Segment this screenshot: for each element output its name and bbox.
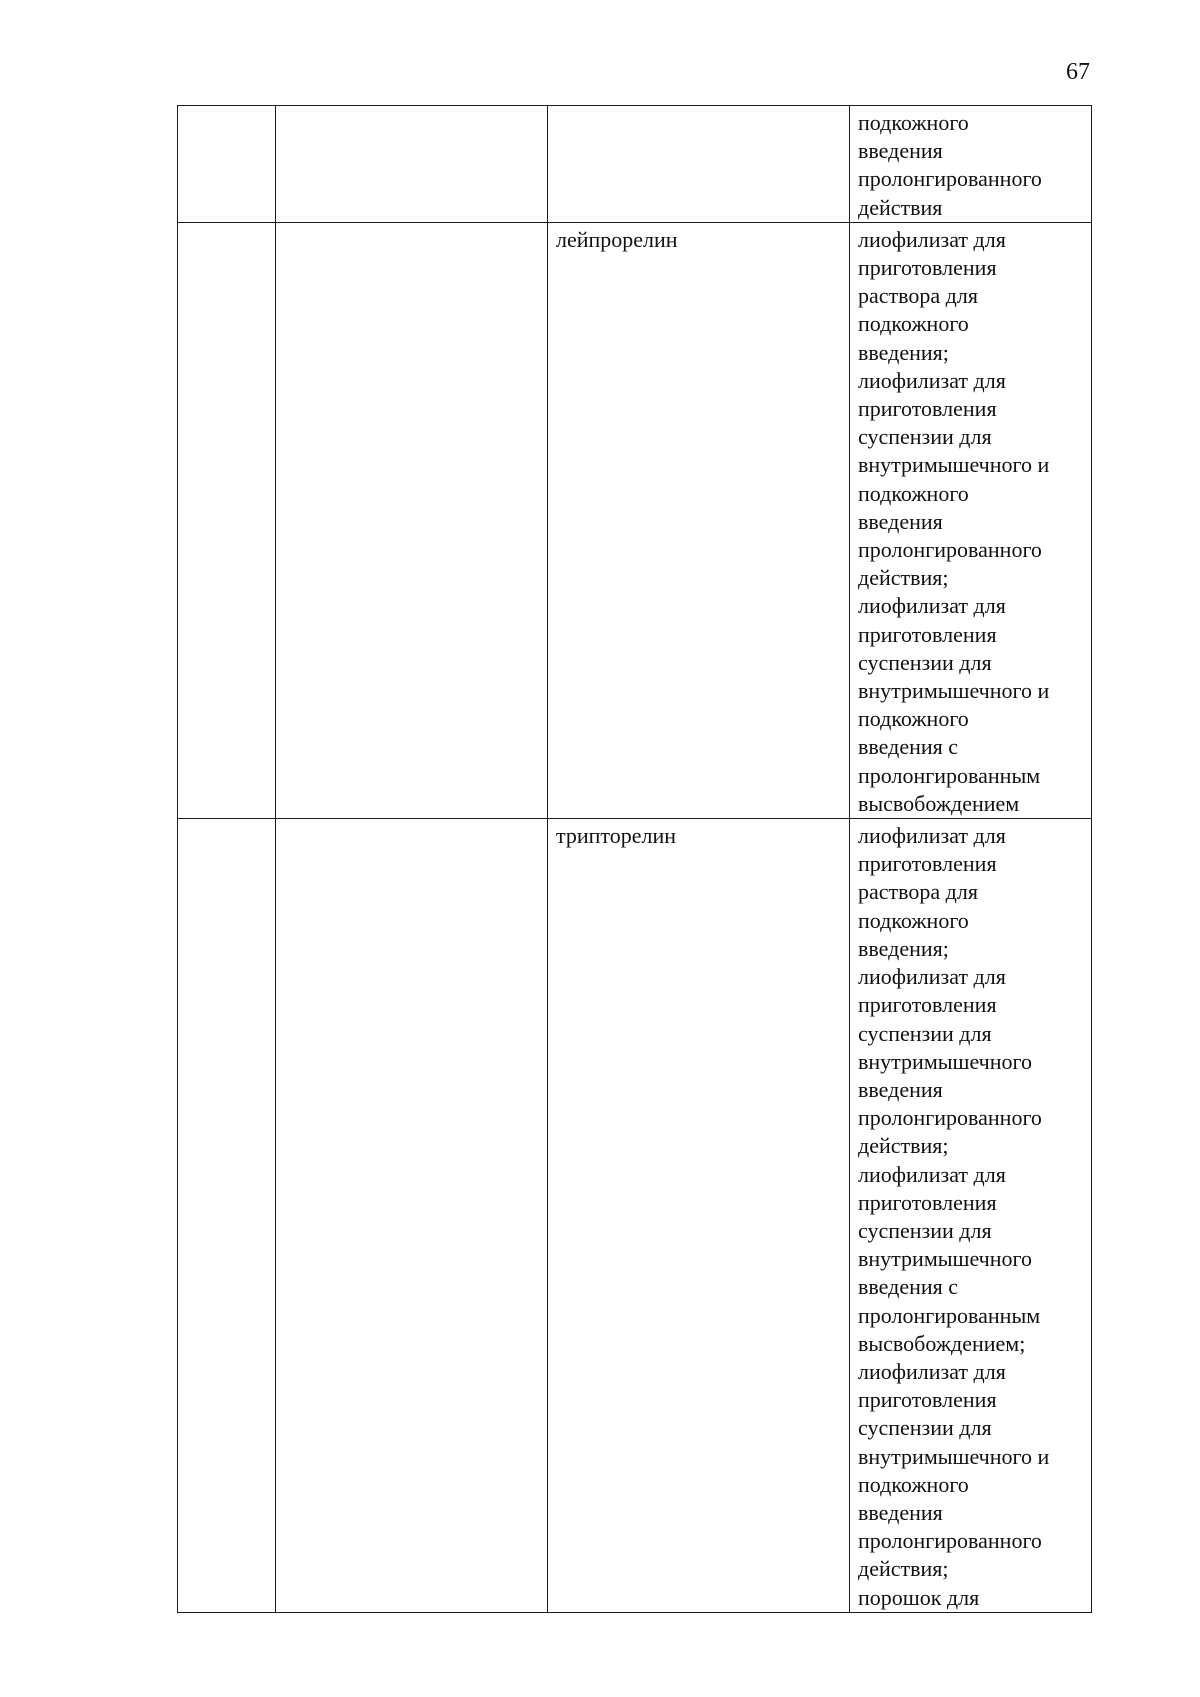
dosage-form-line: пролонгированного — [858, 1528, 1042, 1554]
group-cell — [276, 106, 548, 223]
dosage-form-cell — [850, 222, 1092, 818]
dosage-form-line: лиофилизат для — [858, 1358, 1006, 1384]
dosage-form-line: раствора для — [858, 283, 978, 309]
dosage-form-line: введения; — [858, 935, 949, 961]
substance-cell: трипторелин — [548, 819, 850, 1613]
dosage-form-line: приготовления — [858, 1189, 997, 1215]
dosage-form-line: приготовления — [858, 851, 997, 877]
dosage-form-line: приготовления — [858, 621, 997, 647]
group-cell — [276, 819, 548, 1613]
dosage-form-line: пролонгированного — [858, 1105, 1042, 1131]
dosage-form-line: подкожного — [858, 311, 969, 337]
table-row — [178, 106, 1092, 223]
dosage-form-line: приготовления — [858, 1387, 997, 1413]
dosage-form-line: пролонгированного — [858, 166, 1042, 192]
dosage-form-line: подкожного — [858, 480, 969, 506]
page-number: 67 — [1066, 59, 1090, 85]
dosage-form-line: раствора для — [858, 879, 978, 905]
dosage-form-line: внутримышечного и — [858, 452, 1050, 478]
dosage-form-line: лиофилизат для — [858, 226, 1006, 252]
dosage-form-line: порошок для — [858, 1584, 980, 1610]
dosage-form-line: высвобождением — [858, 790, 1020, 816]
dosage-form-line: введения с — [858, 734, 959, 760]
dosage-form-line: суспензии для — [858, 649, 992, 675]
dosage-form-line: внутримышечного и — [858, 1443, 1050, 1469]
code-cell — [178, 222, 276, 818]
dosage-form-line: лиофилизат для — [858, 1161, 1006, 1187]
table-row — [178, 819, 1092, 1613]
dosage-form-line: суспензии для — [858, 1217, 992, 1243]
dosage-form-cell — [850, 819, 1092, 1613]
dosage-form-line: лиофилизат для — [858, 367, 1006, 393]
drug-table — [177, 105, 1092, 1613]
substance-cell — [548, 106, 850, 223]
dosage-form-line: внутримышечного и — [858, 678, 1050, 704]
dosage-form-line: приготовления — [858, 992, 997, 1018]
dosage-form-line: введения; — [858, 339, 949, 365]
dosage-form-line: лиофилизат для — [858, 593, 1006, 619]
dosage-form-line: введения — [858, 508, 943, 534]
dosage-form-line: пролонгированным — [858, 762, 1041, 788]
dosage-form-line: введения — [858, 1499, 943, 1525]
dosage-form-line: приготовления — [858, 396, 997, 422]
group-cell — [276, 222, 548, 818]
dosage-form-line: внутримышечного — [858, 1246, 1032, 1272]
dosage-form-line: введения — [858, 138, 943, 164]
dosage-form-line: лиофилизат для — [858, 964, 1006, 990]
dosage-form-line: приготовления — [858, 255, 997, 281]
dosage-form-cell — [850, 106, 1092, 223]
dosage-form-line: пролонгированным — [858, 1302, 1041, 1328]
dosage-form-line: подкожного — [858, 110, 969, 135]
dosage-form-line: суспензии для — [858, 1415, 992, 1441]
dosage-form-line: действия; — [858, 1556, 949, 1582]
dosage-form-line: действия — [858, 194, 943, 220]
dosage-form-line: пролонгированного — [858, 537, 1042, 563]
dosage-form-line: действия; — [858, 565, 949, 591]
dosage-form-line: внутримышечного — [858, 1048, 1032, 1074]
dosage-form-line: подкожного — [858, 907, 969, 933]
dosage-form-line: подкожного — [858, 1471, 969, 1497]
code-cell — [178, 819, 276, 1613]
dosage-form-line: введения — [858, 1076, 943, 1102]
table-row — [178, 222, 1092, 818]
dosage-form-line: подкожного — [858, 706, 969, 732]
dosage-form-line: суспензии для — [858, 424, 992, 450]
code-cell — [178, 106, 276, 223]
substance-cell: лейпрорелин — [548, 222, 850, 818]
dosage-form-line: введения с — [858, 1274, 959, 1300]
dosage-form-line: действия; — [858, 1133, 949, 1159]
dosage-form-line: суспензии для — [858, 1020, 992, 1046]
dosage-form-line: лиофилизат для — [858, 823, 1006, 849]
dosage-form-line: высвобождением; — [858, 1330, 1026, 1356]
